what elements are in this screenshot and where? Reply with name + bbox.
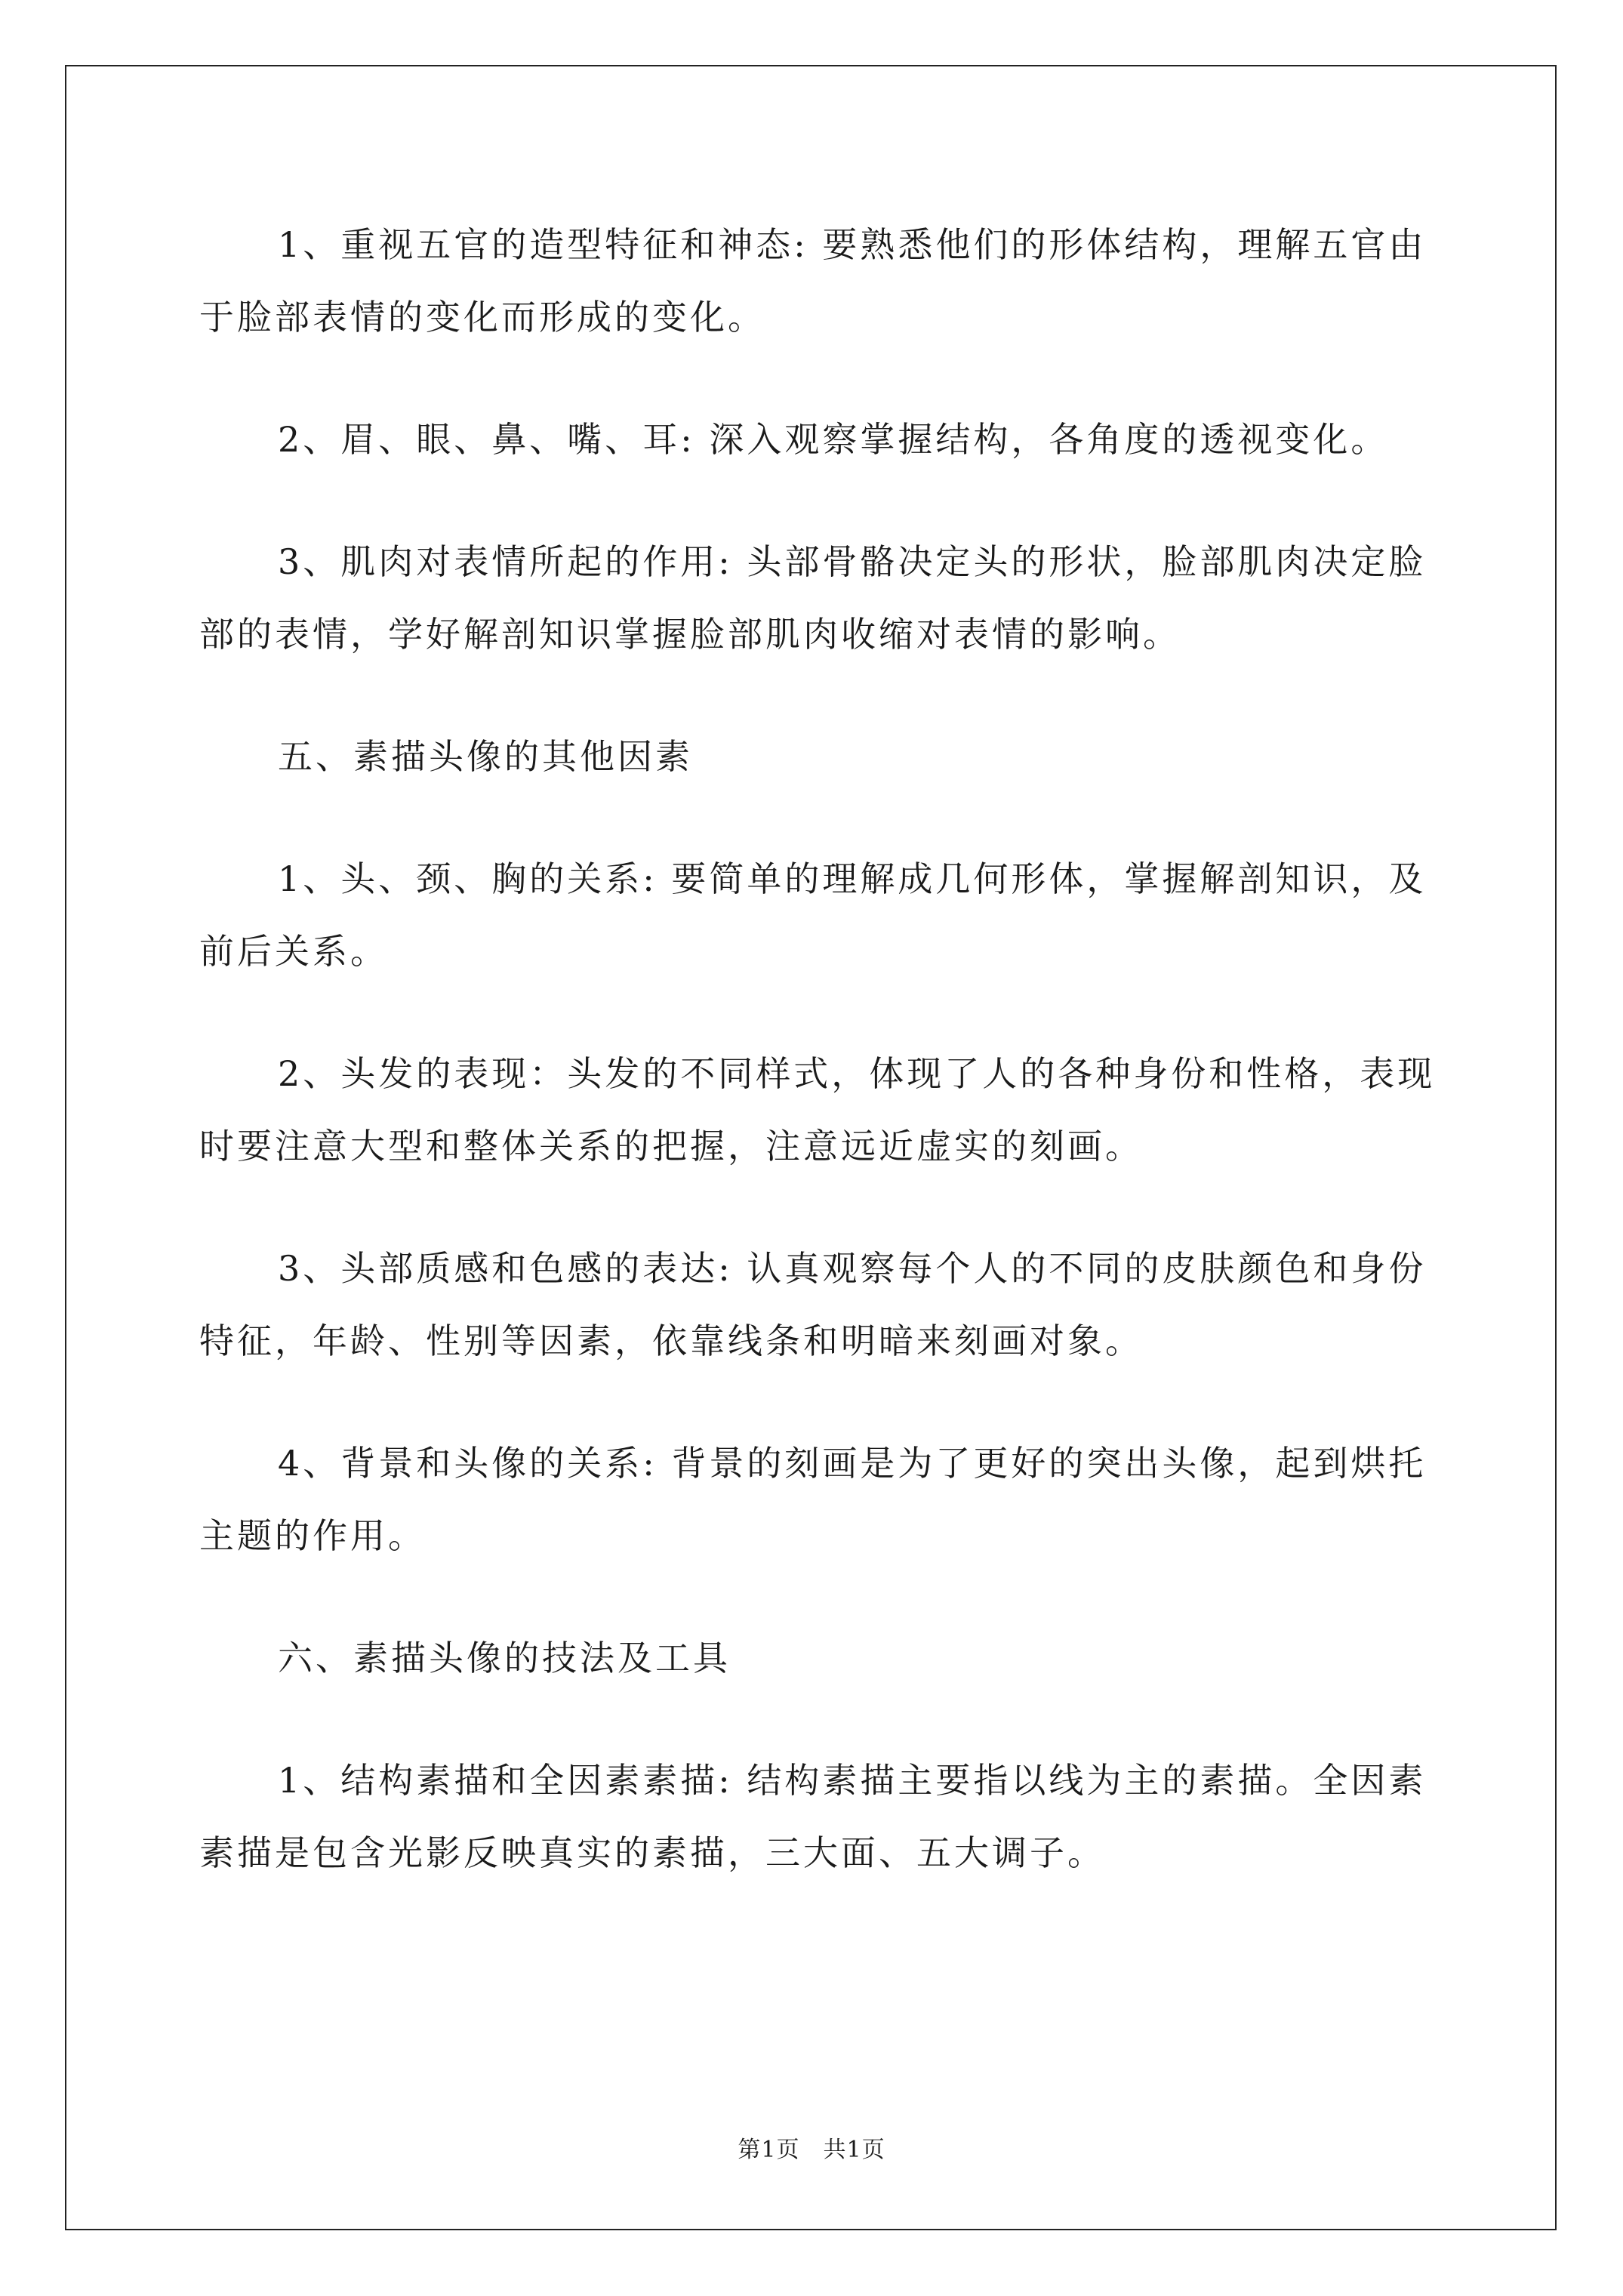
paragraph-8: 1、结构素描和全因素素描: 结构素描主要指以线为主的素描。全因素素描是包含光影反映真实的素描，三大面、五大调子。 (199, 1760, 1427, 1873)
document-body (199, 208, 1445, 1939)
paragraph-6: 3、头部质感和色感的表达: 认真观察每个人的不同的皮肤颜色和身份特征，年龄、性别等因素，依靠线条和明暗来刻画对象。 (199, 1248, 1427, 1361)
paragraph-7: 4、背景和头像的关系: 背景的刻画是为了更好的突出头像，起到烘托主题的作用。 (199, 1443, 1427, 1556)
page-footer: 第1页 共1页 (738, 2137, 885, 2163)
paragraph-1: 1、重视五官的造型特征和神态: 要熟悉他们的形体结构，理解五官由于脸部表情的变化而形成的变化。 (199, 224, 1427, 337)
section-heading-6: 六、素描头像的技法及工具 (278, 1638, 731, 1678)
paragraph-4: 1、头、颈、胸的关系: 要简单的理解成几何形体，掌握解剖知识，及前后关系。 (199, 858, 1427, 972)
paragraph-3: 3、肌肉对表情所起的作用: 头部骨骼决定头的形状，脸部肌肉决定脸部的表情，学好解剖知识掌握脸部肌肉收缩对表情的影响。 (199, 541, 1427, 655)
section-heading-5: 五、素描头像的其他因素 (278, 736, 693, 777)
paragraph-5: 2、头发的表现：头发的不同样式，体现了人的各种身份和性格，表现时要注意大型和整体关系的把握，注意远近虚实的刻画。 (199, 1053, 1436, 1166)
paragraph-2: 2、眉、眼、鼻、嘴、耳: 深入观察掌握结构，各角度的透视变化。 (278, 419, 1389, 460)
